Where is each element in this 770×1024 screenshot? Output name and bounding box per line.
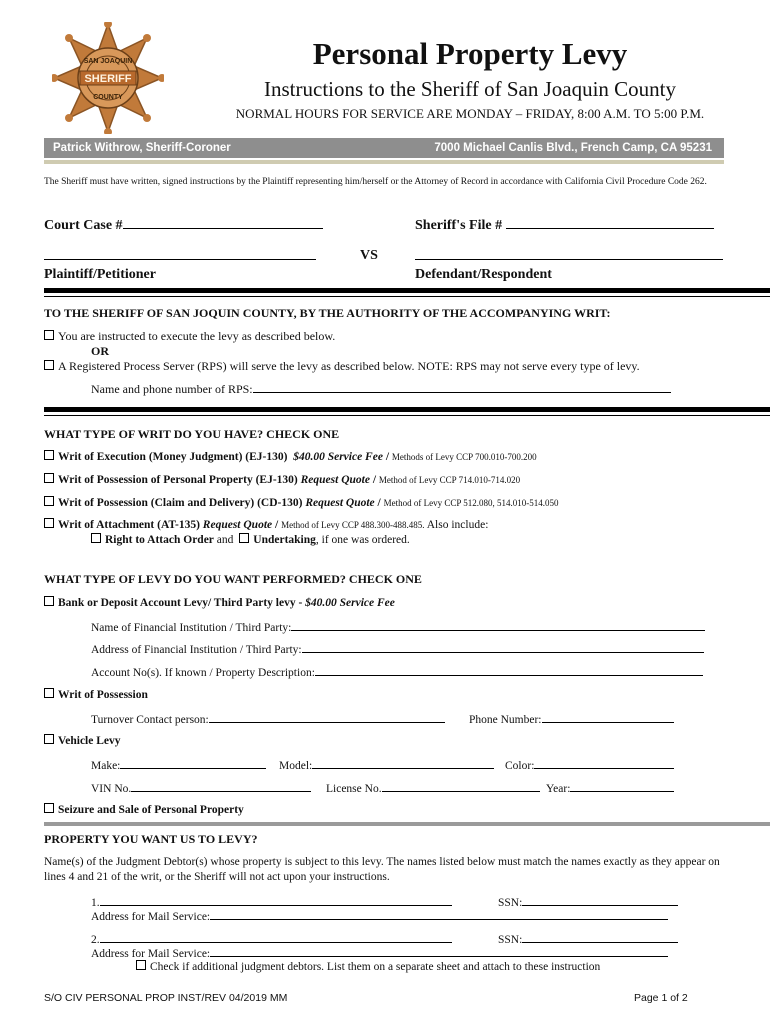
account-label: Account No(s). If known / Property Description: (91, 667, 315, 679)
bank-levy-checkbox[interactable] (44, 596, 54, 606)
property-heading: PROPERTY YOU WANT US TO LEVY? (44, 832, 258, 846)
additional-debtors-label: Check if additional judgment debtors. List them on a separate sheet and attach to these instruction (150, 961, 601, 973)
sheriff-badge-logo (52, 22, 164, 134)
seizure-checkbox[interactable] (44, 803, 54, 813)
plaintiff-label: Plaintiff/Petitioner (44, 267, 156, 282)
section-divider (44, 822, 770, 826)
writ-execution-checkbox[interactable] (44, 450, 54, 460)
court-case-field[interactable] (123, 216, 323, 229)
rps-checkbox[interactable] (44, 360, 54, 370)
vehicle-checkbox[interactable] (44, 734, 54, 744)
sheriff-name: Patrick Withrow, Sheriff-Coroner (53, 142, 231, 154)
authority-heading: TO THE SHERIFF OF SAN JOQUIN COUNTY, BY THE AUTHORITY OF THE ACCOMPANYING WRIT: (44, 306, 611, 320)
attachment-options: Right to Attach Order and Undertaking, if one was ordered. (91, 533, 410, 546)
account-field[interactable] (315, 664, 703, 676)
color-label: Color: (505, 760, 535, 772)
badge-middle-text: SHERIFF (84, 73, 132, 85)
possession-checkbox[interactable] (44, 688, 54, 698)
rps-name-label: Name and phone number of RPS: (91, 382, 253, 396)
fin-name-field[interactable] (291, 619, 705, 631)
intro-text: The Sheriff must have written, signed instructions by the Plaintiff representing him/herself or the Attorney of Record in accordance with California Civil Procedure Code 262. (44, 177, 707, 187)
form-code: S/O CIV PERSONAL PROP INST/REV 04/2019 MM (44, 992, 288, 1004)
info-banner (44, 138, 724, 158)
debtor-2-ssn-field[interactable] (522, 931, 678, 943)
writ-item-personal-property: Writ of Possession of Personal Property (EJ-130) Request Quote / Method of Levy CCP 714.010-714.020 (44, 473, 520, 486)
debtor-2-mail-label: Address for Mail Service: (91, 948, 211, 960)
sheriff-file-label: Sheriff's File # (415, 216, 714, 234)
debtor-1-number: 1. (91, 897, 100, 909)
execute-levy-label: You are instructed to execute the levy as described below. (58, 329, 336, 343)
writ-heading: WHAT TYPE OF WRIT DO YOU HAVE? CHECK ONE (44, 427, 340, 441)
color-field[interactable] (534, 757, 674, 769)
possession-option: Writ of Possession (44, 688, 148, 701)
badge-bottom-text: COUNTY (93, 94, 123, 101)
court-case-label: Court Case # (44, 216, 323, 234)
levy-heading: WHAT TYPE OF LEVY DO YOU WANT PERFORMED? CHECK ONE (44, 572, 422, 586)
page-subtitle: Instructions to the Sheriff of San Joaquin County (264, 77, 676, 101)
section-divider (44, 407, 770, 412)
writ-item-claim-delivery: Writ of Possession (Claim and Delivery) (CD-130) Request Quote / Method of Levy CCP 512.080, 514.010-514.050 (44, 496, 559, 509)
model-label: Model: (279, 760, 313, 772)
section-divider (44, 288, 770, 293)
debtor-2-mail-field[interactable] (210, 945, 668, 957)
writ-claim-delivery-checkbox[interactable] (44, 496, 54, 506)
phone-field[interactable] (542, 711, 674, 723)
debtor-1-name-field[interactable] (100, 894, 452, 906)
right-to-attach-checkbox[interactable] (91, 533, 101, 543)
debtor-1-mail-label: Address for Mail Service: (91, 911, 211, 923)
badge-top-text: SAN JOAQUIN (83, 58, 133, 65)
turnover-label: Turnover Contact person: (91, 714, 209, 726)
debtor-2-number: 2. (91, 934, 100, 946)
vin-label: VIN No. (91, 783, 132, 795)
model-field[interactable] (312, 757, 494, 769)
additional-debtors-checkbox[interactable] (136, 960, 146, 970)
page-title: Personal Property Levy (312, 36, 628, 71)
sheriff-address: 7000 Michael Canlis Blvd., French Camp, CA 95231 (434, 142, 712, 154)
undertaking-checkbox[interactable] (239, 533, 249, 543)
make-label: Make: (91, 760, 121, 772)
writ-personal-property-checkbox[interactable] (44, 473, 54, 483)
plaintiff-field[interactable] (44, 247, 316, 260)
sheriff-file-field[interactable] (506, 216, 714, 229)
debtor-2-name-field[interactable] (100, 931, 452, 943)
debtor-1-mail-field[interactable] (210, 908, 668, 920)
fin-address-label: Address of Financial Institution / Third Party: (91, 644, 302, 656)
service-hours: NORMAL HOURS FOR SERVICE ARE MONDAY – FRIDAY, 8:00 A.M. TO 5:00 P.M. (235, 106, 705, 121)
fin-address-field[interactable] (302, 641, 704, 653)
vin-field[interactable] (131, 780, 311, 792)
defendant-field[interactable] (415, 247, 723, 260)
license-label: License No. (326, 783, 382, 795)
section-divider-thin (44, 296, 770, 297)
year-label: Year: (546, 783, 571, 795)
turnover-field[interactable] (209, 711, 445, 723)
page-number: Page 1 of 2 (634, 992, 688, 1004)
writ-attachment-checkbox[interactable] (44, 518, 54, 528)
section-divider-thin (44, 415, 770, 416)
rps-label: A Registered Process Server (RPS) will serve the levy as described below. NOTE: RPS may not serve every type of levy. (58, 359, 640, 373)
make-field[interactable] (120, 757, 266, 769)
banner-underline (44, 160, 724, 164)
phone-label: Phone Number: (469, 714, 542, 726)
year-field[interactable] (570, 780, 674, 792)
rps-name-field[interactable] (253, 381, 671, 393)
execute-levy-checkbox[interactable] (44, 330, 54, 340)
bank-levy-option: Bank or Deposit Account Levy/ Third Party levy - $40.00 Service Fee (44, 596, 395, 609)
debtor-1-ssn-label: SSN: (498, 897, 523, 909)
writ-item-execution: Writ of Execution (Money Judgment) (EJ-130) $40.00 Service Fee / Methods of Levy CCP 700.010-700.200 (44, 450, 537, 463)
debtor-2-ssn-label: SSN: (498, 934, 523, 946)
vs-label: VS (360, 248, 378, 263)
debtor-1-ssn-field[interactable] (522, 894, 678, 906)
or-label: OR (91, 344, 109, 358)
vehicle-option: Vehicle Levy (44, 734, 121, 747)
fin-name-label: Name of Financial Institution / Third Party: (91, 622, 292, 634)
writ-item-attachment: Writ of Attachment (AT-135) Request Quote / Method of Levy CCP 488.300-488.485. Also include: (44, 518, 488, 531)
seizure-option: Seizure and Sale of Personal Property (44, 803, 244, 816)
license-field[interactable] (382, 780, 540, 792)
property-description: Name(s) of the Judgment Debtor(s) whose property is subject to this levy. The names listed below must match the names exactly as they appear on lines 4 and 21 of the writ, or the Sheriff will not act upon your instructions. (44, 856, 720, 883)
defendant-label: Defendant/Respondent (415, 267, 552, 282)
